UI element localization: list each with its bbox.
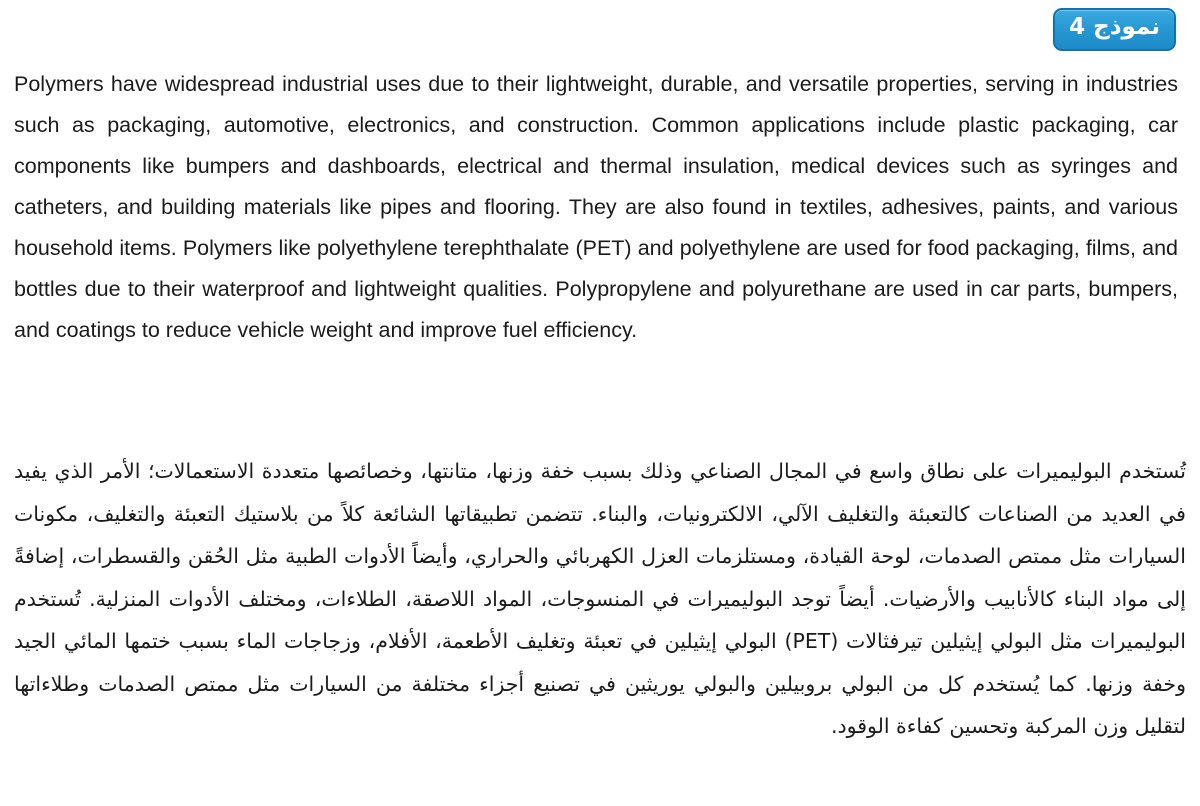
model-number-badge: نموذج 4	[1053, 8, 1176, 51]
arabic-paragraph: تُستخدم البوليميرات على نطاق واسع في المجال الصناعي وذلك بسبب خفة وزنها، متانتها، وخصائصها متعددة الاستعمالات؛ الأمر الذي يفيد في العديد من الصناعات كالتعبئة والتغليف الآلي، الالكترونيات، والبناء. تتضمن تطبيقاتها الشائعة كلاً من بلاستيك التعبئة والتغليف، مكونات السيارات مثل ممتص الصدمات، لوحة القيادة، ومستلزمات العزل الكهربائي والحراري، وأيضاً الأدوات الطبية مثل الحُقن والقسطرات، إضافةً إلى مواد البناء كالأنابيب والأرضيات. أيضاً توجد البوليميرات في المنسوجات، المواد اللاصقة، الطلاءات، ومختلف الأدوات المنزلية. تُستخدم البوليميرات مثل البولي إيثيلين تيرفثالات (PET) البولي إيثيلين في تعبئة وتغليف الأطعمة، الأفلام، وزجاجات الماء بسبب ختمها المائي الجيد وخفة وزنها. كما يُستخدم كل من البولي بروبيلين والبولي يوريثين في تصنيع أجزاء مختلفة من السيارات مثل ممتص الصدمات وطلاءاتها لتقليل وزن المركبة وتحسين كفاءة الوقود.	[14, 459, 1186, 738]
english-paragraph: Polymers have widespread industrial uses due to their lightweight, durable, and versatile properties, serving in industries such as packaging, automotive, electronics, and construction. Common applications include plastic packaging, car components like bumpers and dashboards, electrical and thermal insulation, medical devices such as syringes and catheters, and building materials like pipes and flooring. They are also found in textiles, adhesives, paints, and various household items. Polymers like polyethylene terephthalate (PET) and polyethylene are used for food packaging, films, and bottles due to their waterproof and lightweight qualities. Polypropylene and polyurethane are used in car parts, bumpers, and coatings to reduce vehicle weight and improve fuel efficiency.	[14, 72, 1178, 342]
